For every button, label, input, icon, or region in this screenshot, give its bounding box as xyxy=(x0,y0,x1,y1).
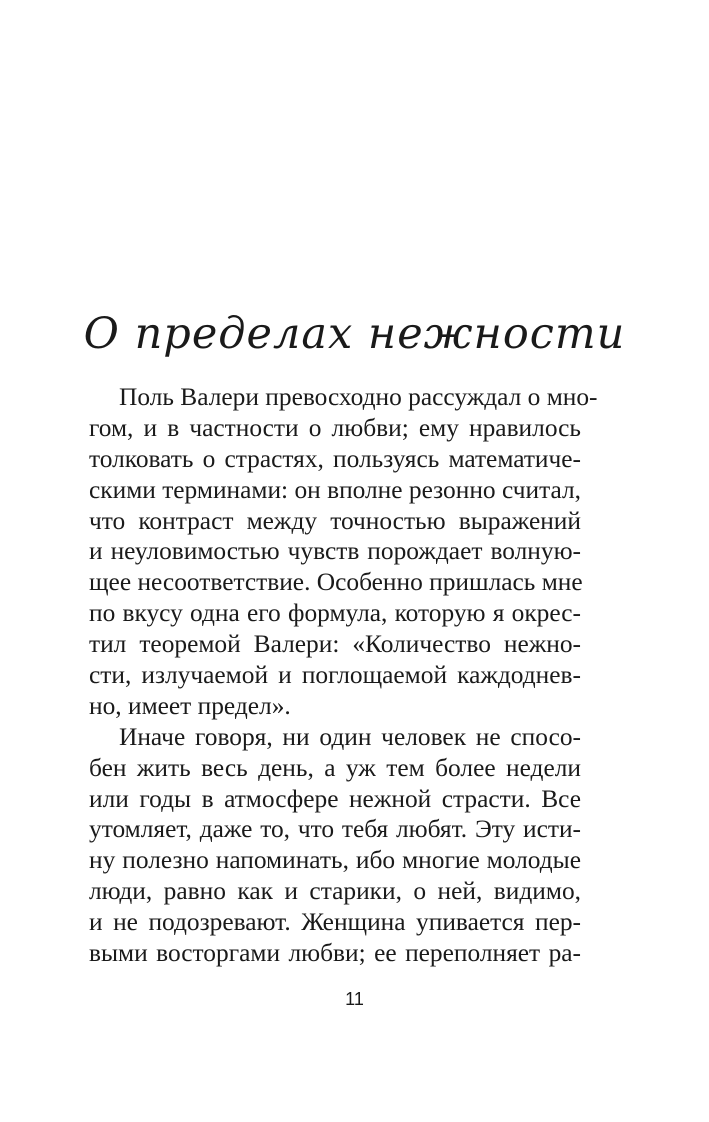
text-line: сти, излучаемой и поглощаемой каждоднев- xyxy=(89,661,581,690)
text-line: бен жить весь день, а уж тем более недели xyxy=(89,753,581,782)
text-line: Поль Валери превосходно рассуждал о мно- xyxy=(119,383,598,411)
text-line: и неуловимостью чувств порождает волную- xyxy=(89,537,581,566)
text-line: выми восторгами любви; ее переполняет ра- xyxy=(89,939,581,968)
text-line: щее несоответствие. Особенно пришлась мне xyxy=(89,568,583,597)
paragraph-1 xyxy=(89,382,598,722)
text-line: что контраст между точностью выражений xyxy=(89,506,581,535)
text-line: тил теоремой Валери: «Количество нежно- xyxy=(89,630,581,659)
chapter-title: О пределах нежности xyxy=(83,309,626,359)
text-line: гом, и в частности о любви; ему нравилось xyxy=(89,413,581,442)
text-line: но, имеет предел». xyxy=(89,691,291,720)
text-line: и не подозревают. Женщина упивается пер- xyxy=(89,908,581,937)
paragraph-2 xyxy=(89,722,581,969)
text-line: толковать о страстях, пользуясь математиче- xyxy=(89,444,581,473)
text-line: ну полезно напоминать, ибо многие молодые xyxy=(89,846,581,875)
text-line: Иначе говоря, ни один человек не спосо- xyxy=(119,722,581,751)
body-text xyxy=(89,382,598,969)
text-line: или годы в атмосфере нежной страсти. Все xyxy=(89,784,581,813)
page-number: 11 xyxy=(345,989,364,1009)
text-line: люди, равно как и старики, о ней, видимо, xyxy=(89,877,581,906)
text-line: утомляет, даже то, что тебя любят. Эту исти- xyxy=(89,815,581,844)
text-line: скими терминами: он вполне резонно считал, xyxy=(89,475,581,504)
text-line: по вкусу одна его формула, которую я окрес- xyxy=(89,599,581,628)
